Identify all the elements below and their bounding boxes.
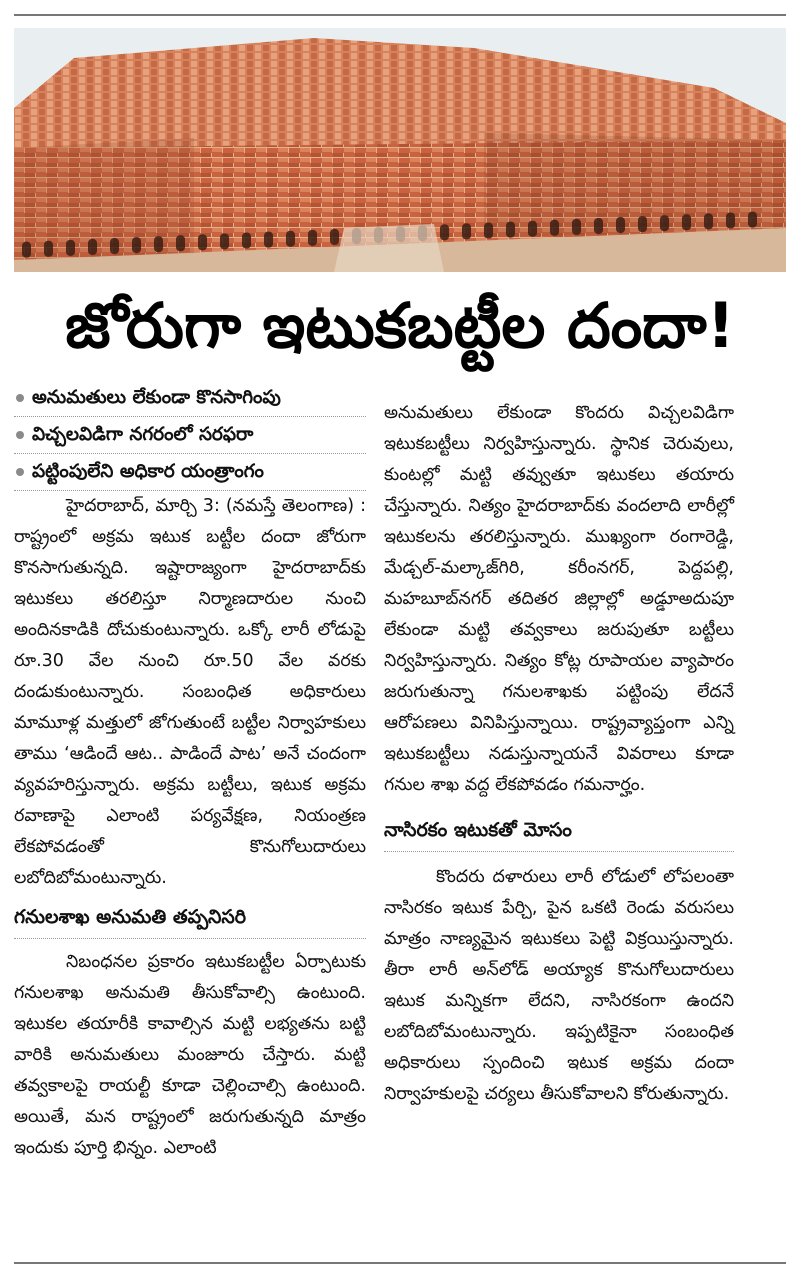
highlight-text: అనుమతులు లేకుండా కొనసాగింపు bbox=[32, 387, 281, 408]
highlight-text: విచ్చలవిడిగా నగరంలో సరఫరా bbox=[32, 424, 254, 445]
highlight-item bbox=[14, 417, 366, 454]
subheading-substandard-bricks: నాసిరకం ఇటుకతో మోసం bbox=[384, 815, 734, 852]
bullet-icon bbox=[16, 468, 24, 476]
article-paragraph-rules: నిబంధనల ప్రకారం ఇటుకబట్టీల ఏర్పాటుకు గనులశాఖ అనుమతి తీసుకోవాల్సి ఉంటుంది. ఇటుకల తయారీకి కావాల్సిన మట్టి లభ్యతను బట్టి వారికి అనుమతులు మంజూరు చేస్తారు. మట్టి తవ్వకాలపై రాయల్టీ కూడా చెల్లించాల్సి ఉంటుంది. అయితే, మన రాష్ట్రంలో జరుగుతున్నది మాత్రం ఇందుకు పూర్తి భిన్నం. ఎలాంటి bbox=[14, 952, 366, 1158]
subheading-mining-permission: గనులశాఖ అనుమతి తప్పనిసరి bbox=[14, 902, 366, 939]
highlight-item bbox=[14, 454, 366, 491]
bottom-rule bbox=[14, 1262, 786, 1264]
highlight-text: పట్టింపులేని అధికార యంత్రాంగం bbox=[32, 461, 264, 482]
right-column bbox=[384, 398, 734, 1110]
headline: జోరుగా ఇటుకబట్టీల దందా! bbox=[65, 289, 735, 362]
article-paragraph-fraud: కొందరు దళారులు లారీ లోడులో లోపలంతా నాసిరకం ఇటుక పేర్చి, పైన ఒకటి రెండు వరుసలు మాత్రం నాణ్యమైన ఇటుకలు పెట్టి విక్రయిస్తున్నారు. తీరా లారీ అన్‌లోడ్‌ అయ్యాక కొనుగోలుదారులు ఇటుక మన్నికగా లేదని, నాసిరకంగా ఉందని లబోదిబోమంటున్నారు. ఇప్పటికైనా సంబంధిత అధికారులు స్పందించి ఇటుక అక్రమ దందా నిర్వాహకులపై చర్యలు తీసుకోవాలని కోరుతున్నారు. bbox=[384, 867, 734, 1104]
left-column bbox=[14, 380, 366, 1164]
top-rule bbox=[14, 14, 786, 16]
bullet-icon bbox=[16, 431, 24, 439]
highlight-list bbox=[14, 380, 366, 491]
highlight-item bbox=[14, 380, 366, 417]
article-paragraph-intro: హైదరాబాద్, మార్చి 3: (నమస్తే తెలంగాణ) : రాష్ట్రంలో అక్రమ ఇటుక బట్టీల దందా జోరుగా కొనసాగుతున్నది. ఇష్టారాజ్యంగా హైదరాబాద్‌కు ఇటుకలు తరలిస్తూ నిర్మాణదారుల నుంచి అందినకాడికి దోచుకుంటున్నారు. ఒక్కో లారీ లోడుపై రూ.30 వేల నుంచి రూ.50 వేల వరకు దండుకుంటున్నారు. సంబంధిత అధికారులు మామూళ్ల మత్తులో జోగుతుంటే బట్టీల నిర్వాహకులు తాము ‘ఆడిందే ఆట.. పాడిందే పాట’ అనే చందంగా వ్యవహరిస్తున్నారు. అక్రమ బట్టీలు, ఇటుక అక్రమ రవాణాపై ఎలాంటి పర్యవేక్షణ, నియంత్రణ లేకపోవడంతో కొనుగోలుదారులు లబోదిబోమంటున్నారు. bbox=[14, 496, 366, 888]
brick-kiln-photo bbox=[14, 28, 786, 272]
article-paragraph-continued: అనుమతులు లేకుండా కొందరు విచ్చలవిడిగా ఇటుకబట్టీలు నిర్వహిస్తున్నారు. స్థానిక చెరువులు, కుంటల్లో మట్టి తవ్వుతూ ఇటుకలు తయారు చేస్తున్నారు. నిత్యం హైదరాబాద్‌కు వందలాది లారీల్లో ఇటుకలను తరలిస్తున్నారు. ముఖ్యంగా రంగారెడ్డి, మేడ్చల్‌-మల్కాజ్‌గిరి, కరీంనగర్‌, పెద్దపల్లి, మహబూబ్‌నగర్‌ తదితర జిల్లాల్లో అడ్డూఅదుపూ లేకుండా మట్టి తవ్వకాలు జరుపుతూ బట్టీలు నిర్వహిస్తున్నారు. నిత్యం కోట్ల రూపాయల వ్యాపారం జరుగుతున్నా గనులశాఖకు పట్టింపు లేదనే ఆరోపణలు వినిపిస్తున్నాయి. రాష్ట్రవ్యాప్తంగా ఎన్ని ఇటుకబట్టీలు నడుస్తున్నాయనే వివరాలు కూడా గనుల శాఖ వద్ద లేకపోవడం గమనార్హం. bbox=[384, 403, 734, 795]
bullet-icon bbox=[16, 394, 24, 402]
